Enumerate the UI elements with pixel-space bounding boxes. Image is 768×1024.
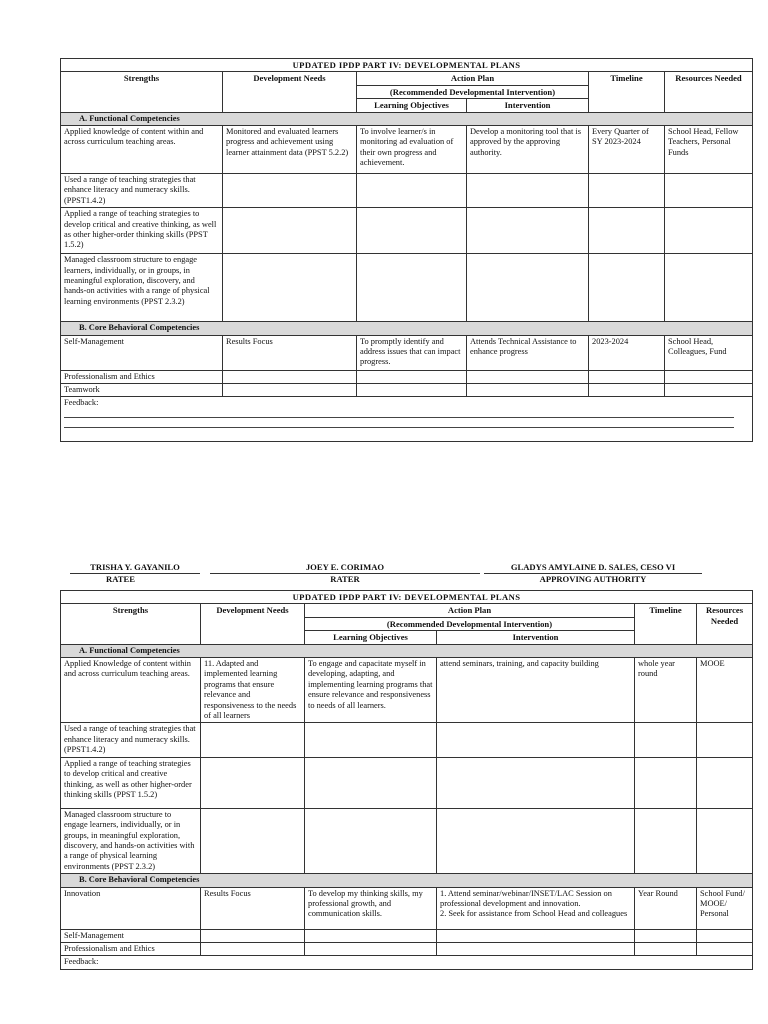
section-functional-competencies: A. Functional Competencies bbox=[61, 112, 753, 125]
signature-rater bbox=[210, 562, 480, 585]
table-row bbox=[61, 887, 753, 929]
header-intervention: Intervention bbox=[437, 631, 635, 644]
cell-objective bbox=[357, 254, 467, 322]
cell-timeline bbox=[589, 384, 665, 397]
ratee-name: TRISHA Y. GAYANILO bbox=[70, 562, 200, 574]
cell-need: Monitored and evaluated learners progress and achievement using learner attainment data (PPST 5.2.2) bbox=[223, 126, 357, 174]
cell-intervention: 1. Attend seminar/webinar/INSET/LAC Session on professional development and innovation. 2. Seek for assistance from School Head and colleagues bbox=[437, 887, 635, 929]
cell-objective bbox=[357, 370, 467, 383]
header-development-needs: Development Needs bbox=[223, 72, 357, 112]
feedback-line bbox=[64, 417, 734, 418]
cell-need bbox=[201, 757, 305, 808]
cell-need: Results Focus bbox=[201, 887, 305, 929]
cell-objective: To develop my thinking skills, my professional growth, and communication skills. bbox=[305, 887, 437, 929]
section-functional-competencies: A. Functional Competencies bbox=[61, 644, 753, 657]
cell-resources bbox=[697, 942, 753, 955]
cell-strength: Professionalism and Ethics bbox=[61, 942, 201, 955]
cell-need bbox=[201, 723, 305, 757]
section-core-behavioral-competencies: B. Core Behavioral Competencies bbox=[61, 874, 753, 887]
ratee-role: RATEE bbox=[106, 574, 135, 584]
cell-objective bbox=[305, 942, 437, 955]
cell-resources bbox=[665, 254, 753, 322]
header-action-plan: Action Plan bbox=[357, 72, 589, 85]
cell-timeline bbox=[635, 929, 697, 942]
table-row bbox=[61, 254, 753, 322]
header-action-plan-sub: (Recommended Developmental Intervention) bbox=[357, 85, 589, 98]
cell-intervention bbox=[467, 384, 589, 397]
cell-timeline: whole year round bbox=[635, 658, 697, 723]
ipdp-table-2 bbox=[60, 590, 753, 970]
cell-strength: Self-Management bbox=[61, 335, 223, 370]
table-row bbox=[61, 929, 753, 942]
table-row bbox=[61, 757, 753, 808]
cell-need: 11. Adapted and implemented learning programs that ensure relevance and responsiveness to the needs of all learners bbox=[201, 658, 305, 723]
cell-intervention bbox=[437, 942, 635, 955]
cell-intervention: Attends Technical Assistance to enhance progress bbox=[467, 335, 589, 370]
cell-strength: Applied Knowledge of content within and across curriculum teaching areas. bbox=[61, 658, 201, 723]
cell-resources: School Head, Fellow Teachers, Personal Funds bbox=[665, 126, 753, 174]
signature-approver bbox=[484, 562, 702, 585]
cell-resources: School Fund/ MOOE/ Personal bbox=[697, 887, 753, 929]
table-row bbox=[61, 723, 753, 757]
cell-timeline bbox=[589, 174, 665, 208]
cell-timeline bbox=[589, 254, 665, 322]
cell-timeline: 2023-2024 bbox=[589, 335, 665, 370]
cell-timeline: Year Round bbox=[635, 887, 697, 929]
rater-role: RATER bbox=[330, 574, 360, 584]
table-row bbox=[61, 658, 753, 723]
cell-resources bbox=[697, 723, 753, 757]
cell-timeline bbox=[635, 723, 697, 757]
cell-strength: Managed classroom structure to engage learners, individually, or in groups, in meaningful exploration, discovery, and hands-on activities with a range of physical learning environments (PPST 2.3.2) bbox=[61, 254, 223, 322]
cell-intervention bbox=[437, 929, 635, 942]
approver-name: GLADYS AMYLAINE D. SALES, CESO VI bbox=[484, 562, 702, 574]
ipdp-table-1 bbox=[60, 58, 753, 442]
header-intervention: Intervention bbox=[467, 99, 589, 112]
cell-timeline bbox=[589, 208, 665, 254]
cell-intervention bbox=[437, 723, 635, 757]
cell-strength: Managed classroom structure to engage learners, individually, or in groups, in meaningful exploration, discovery, and hands-on activities with a range of physical learning environments (PPST 2.3.2) bbox=[61, 808, 201, 873]
cell-need bbox=[223, 384, 357, 397]
header-resources: Resources Needed bbox=[665, 72, 753, 112]
cell-objective bbox=[305, 757, 437, 808]
table-row bbox=[61, 126, 753, 174]
table-row bbox=[61, 370, 753, 383]
cell-resources bbox=[697, 808, 753, 873]
header-timeline: Timeline bbox=[635, 604, 697, 644]
cell-strength: Applied a range of teaching strategies to develop critical and creative thinking, as well as other higher-order thinking skills (PPST 1.5.2) bbox=[61, 208, 223, 254]
cell-need bbox=[201, 808, 305, 873]
cell-intervention bbox=[467, 208, 589, 254]
header-learning-objectives: Learning Objectives bbox=[357, 99, 467, 112]
table-row bbox=[61, 208, 753, 254]
cell-intervention bbox=[437, 757, 635, 808]
cell-timeline: Every Quarter of SY 2023-2024 bbox=[589, 126, 665, 174]
header-development-needs: Development Needs bbox=[201, 604, 305, 644]
header-resources: Resources Needed bbox=[697, 604, 753, 644]
cell-timeline bbox=[589, 370, 665, 383]
cell-intervention: attend seminars, training, and capacity building bbox=[437, 658, 635, 723]
header-action-plan-sub: (Recommended Developmental Intervention) bbox=[305, 617, 635, 630]
table-row bbox=[61, 808, 753, 873]
cell-objective: To involve learner/s in monitoring ad evaluation of their own progress and achievement. bbox=[357, 126, 467, 174]
table-row bbox=[61, 335, 753, 370]
cell-resources bbox=[697, 929, 753, 942]
cell-objective bbox=[305, 929, 437, 942]
header-learning-objectives: Learning Objectives bbox=[305, 631, 437, 644]
cell-resources bbox=[665, 370, 753, 383]
cell-objective: To promptly identify and address issues that can impact progress. bbox=[357, 335, 467, 370]
cell-need bbox=[223, 370, 357, 383]
feedback-box bbox=[61, 397, 753, 442]
header-strengths: Strengths bbox=[61, 604, 201, 644]
header-action-plan: Action Plan bbox=[305, 604, 635, 617]
cell-intervention bbox=[467, 254, 589, 322]
cell-strength: Applied knowledge of content within and across curriculum teaching areas. bbox=[61, 126, 223, 174]
table-row bbox=[61, 942, 753, 955]
cell-resources: MOOE bbox=[697, 658, 753, 723]
cell-timeline bbox=[635, 757, 697, 808]
cell-need bbox=[223, 254, 357, 322]
cell-need bbox=[223, 174, 357, 208]
table-title: UPDATED IPDP PART IV: DEVELOPMENTAL PLANS bbox=[61, 59, 753, 72]
cell-objective bbox=[357, 174, 467, 208]
cell-resources bbox=[665, 384, 753, 397]
signature-ratee bbox=[70, 562, 200, 585]
cell-strength: Innovation bbox=[61, 887, 201, 929]
approver-role: APPROVING AUTHORITY bbox=[539, 574, 647, 584]
cell-resources: School Head, Colleagues, Fund bbox=[665, 335, 753, 370]
cell-intervention bbox=[437, 808, 635, 873]
cell-strength: Professionalism and Ethics bbox=[61, 370, 223, 383]
cell-timeline bbox=[635, 942, 697, 955]
cell-objective: To engage and capacitate myself in developing, adapting, and implementing learning programs that ensure relevance and responsiveness to needs of all learners. bbox=[305, 658, 437, 723]
cell-objective bbox=[357, 384, 467, 397]
cell-need: Results Focus bbox=[223, 335, 357, 370]
table-row bbox=[61, 384, 753, 397]
cell-resources bbox=[665, 208, 753, 254]
cell-resources bbox=[665, 174, 753, 208]
cell-need bbox=[201, 929, 305, 942]
cell-strength: Self-Management bbox=[61, 929, 201, 942]
feedback-box bbox=[61, 956, 753, 969]
header-strengths: Strengths bbox=[61, 72, 223, 112]
cell-intervention bbox=[467, 370, 589, 383]
cell-timeline bbox=[635, 808, 697, 873]
cell-strength: Used a range of teaching strategies that enhance literacy and numeracy skills. (PPST1.4.2) bbox=[61, 174, 223, 208]
feedback-line bbox=[64, 427, 734, 428]
table-title: UPDATED IPDP PART IV: DEVELOPMENTAL PLANS bbox=[61, 591, 753, 604]
rater-name: JOEY E. CORIMAO bbox=[210, 562, 480, 574]
cell-need bbox=[201, 942, 305, 955]
cell-objective bbox=[357, 208, 467, 254]
cell-strength: Applied a range of teaching strategies to develop critical and creative thinking, as well as other higher-order thinking skills (PPST 1.5.2) bbox=[61, 757, 201, 808]
cell-intervention bbox=[467, 174, 589, 208]
feedback-label: Feedback: bbox=[64, 398, 99, 408]
cell-strength: Used a range of teaching strategies that enhance literacy and numeracy skills. (PPST1.4.2) bbox=[61, 723, 201, 757]
header-timeline: Timeline bbox=[589, 72, 665, 112]
cell-need bbox=[223, 208, 357, 254]
cell-intervention: Develop a monitoring tool that is approved by the approving authority. bbox=[467, 126, 589, 174]
section-core-behavioral-competencies: B. Core Behavioral Competencies bbox=[61, 322, 753, 335]
cell-resources bbox=[697, 757, 753, 808]
cell-objective bbox=[305, 723, 437, 757]
table-row bbox=[61, 174, 753, 208]
cell-objective bbox=[305, 808, 437, 873]
cell-strength: Teamwork bbox=[61, 384, 223, 397]
feedback-label: Feedback: bbox=[64, 957, 99, 967]
